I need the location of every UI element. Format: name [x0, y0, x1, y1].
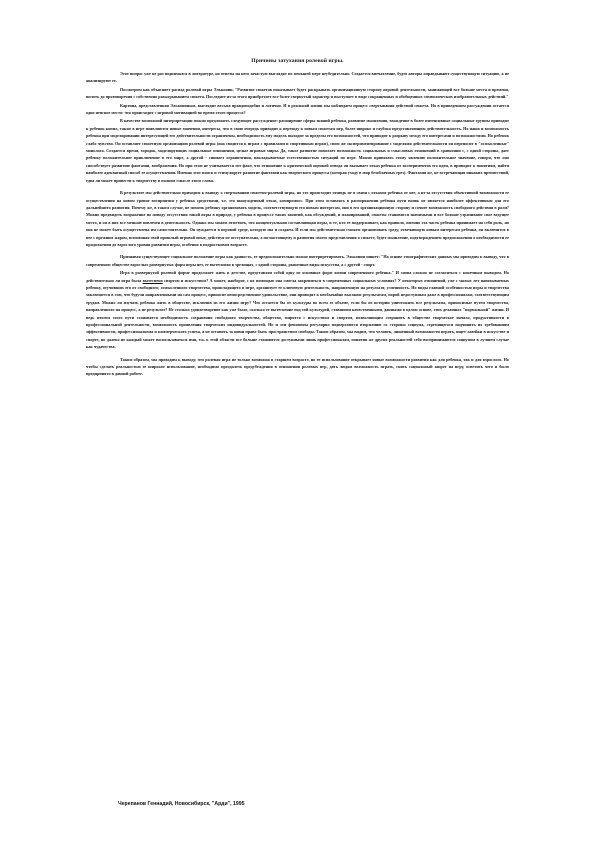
- paragraph-1: Этот вопрос уже не раз поднимался в литературе, но ответы на него зачастую выглядят по меньшей мере неубедительно. Создается впечатление, будто авторы оправдывают существующую ситуацию, а не анализируют ее.: [86, 71, 509, 84]
- underlined-word: вытеснена: [142, 277, 163, 283]
- paragraph-6: Признавая существующее социальное положение игры как данность, ее предположительно можно интерпретировать. Эльконин пишет: "На основе этнографических данных мы приходим к выводу, что в современном обществе взрослых развернутых форм игры нет, ее вытеснили в зрелищах, с одной стороны, рыночные виды искусства, а с другой - спорт.: [86, 254, 509, 267]
- paragraph-7: Игра в развернутой ролевой форме продолжает жить в детстве, представляя собой одну из основных форм жизни современного ребенка." И снова сложно не согласиться с конечным выводом. Но действительно ли игра была вытеснена спортом и искусством? А может, наоборот, с их помощью она смогла закрепиться в современных социальных условиях? У некоторых отношений, уже с малых лет навязываемых ребенку, отучивших его от свободного, осмысленного творчества, происходящего в игре, организует ее ключевую деятельность, направленную на результат, успешность. Но виды главной особенностью игры и творчества заключается в том, что будучи направленными на сам процесс, приносят непосредственное удовольствие, они приводят к необычайно высоким результатам, порой недоступным даже в профессионалам, соответствующим трудам. Можно ли изучать ребенка жить в обществе, исключив из его жизни игру? Что остается бы от культуры во всем ее объеме, если бы из истории уничтожить все результаты, приносимые путем творчества, направленного на процесс, а не результат? Не столько удовлетворение как уже было, сколько ее вытеснение под той культурой, ставшими качественными, данными в целом основе, этих деланных "нормальной" жизни. И ведь итогом этого пути становятся необходимость сохранения свободного творчества, общество, мирятся с искусством и спортом, позволяющим сохранить в обществе творческое начало, продуктивности в профессиональной деятельности, возможность проявления творческих индивидуальностей. Но и эти феномены регулярно подвергаются вторжению со стороны социума, стремящегося подчинить их требованиям эффективности, профессионализма и коммерческого успеха, а не оставить за ними право быть пространством свободы. Таким образом, мы видим, что человек, лишенный возможности играть, ищет лазейки в искусстве и спорте, но далеко не каждый может воспользоваться ими, т.к. к этой области все больше становятся доступными лишь профессионалам, понятия же других реальностей себя воспринимаются социумом в лучшем случае как чудачества.: [86, 270, 509, 350]
- document-title: Причины затухания ролевой игры.: [251, 58, 344, 64]
- document-body: [86, 70, 509, 379]
- signature: Черепанов Геннадий, Новосибирск, "Арди", 1995: [118, 801, 245, 807]
- paragraph-3: Картина, представленная Элькониным, выглядит весьма правдоподобно и логично. И в реальной жизни мы наблюдаем процесс свертывания действий сюжета. Но в приведенном рассуждении остается одно неясное место: что происходит с игровой мотивацией во время этого процесса?: [86, 102, 509, 116]
- paragraph-8: Таким образом, мы приходим к выводу, что ролевая игра не только возможна в старшем возрасте, но ее использование открывает новые возможности развития как для ребенка, так и для взрослого. Но чтобы сделать реальностью ее широкое использование, необходимо преодолеть предубеждения в отношении ролевых игр, дать людям возможность играть, снять социальный запрет на игру, осветить чего и было предпринято в данной работе.: [86, 356, 509, 377]
- paragraph-5: В результате мы действительно приходим к выводу о свертывании сюжетно-ролевой игры, но это происходит отнюдь не в связи с отказом ребенка от нее, а из-за отсутствия объективной возможности ее осуществления на новом уровне восприятия у ребенка средствами, т.е. это вынужденный отказ, компромисс. При этом оставаясь в распоряжении ребенка пути вновь не является наиболее эффективным для его дальнейшего развития. Почему же, в таком случае, не помочь ребенку организовать модель, соответствующую его новым интересам, они в его организационную сторону и сочнее возможность свободного действия в роли? Можно предвидеть возражение по поводу отсутствия такой игры в природе, у ребенка в процессе таких занятий, как обсуждений, и планирований, сюжеты становятся значимыми и все больше утрачивают свое ведущее место, и он в них все меньше вовлечен в деятельность. Однако мы можем отметить, что концептуальная составляющая игры, и те, кто ее поддерживает, как правило, именно эта часть ребенка принимает на себя роль, но она не может быть осуществлена им самостоятельно. Он нуждается в игровой среде, которую мы и создаем. И если мы действительно сможем организовать среду, отвечающую новым интересам ребенка, он включится в нее с прежним жаром, вспоминая свой прошлый игровой опыт, действуя не отступательно, а по-настоящему и развития своего представления о сюжете, будет мышление, подтверждением предположения о необходимости ее продолжения до взрослого уровня развития игры, особенно в подростковом возрасте.: [86, 190, 509, 247]
- paragraph-4: В качестве возможной интерпретации можно предложить следующее рассуждение: расширение сферы знаний ребенка, развитие мышления, вхождение в более интенсивные социальные группы приводит к ребенок копил, также в игре появляются новые значения, интересы, что в свою очередь приводит к переходу к новым сюжетам игр, более широко и глубоко представляющим действительность. Но наша и возможность ребенка при моделировании интересующей его действительности ограничены, необходимость ему модель выходит за пределы его возможностей, что приводит к разрыву между его интересами и возможностями. Но ребенок слабо чувство. Он оставляет сюжетную организацию ролевой игры (она сводится к играм с правилами и спортивным играм), свою же экспериментирование с моделями действительности он переносит в "осмысленные" монолога. Создается время, городок, моделирующих социальные отношения, целые игровые миры. Да, такое развитие помогает возможность социальных и смысловых отношений в сравнении с, с одной стороны, дает ребенку положительное приключение в его мире, а другой - снимает ограничения, накладываемые естественностью ситуаций по игре. Можно привязать этому явлению положительное значение, говоря, что оно способствует развитию фантазии, воображения. Но при этом не учитывается тот факт, что отношение к критической оценкой отвода он вызывает отказ ребенка от экспериментов его идеи, в приводит к понятиям, найти наиболее адекватный способ ее осуществления. Именно этот поиск и стимулирует развитие фантазии как творческого процесса (которая уходу в мир безоблачных грез). Фантазия же, не встречающая никаких препятствий, едва ли может привести к творчеству в полном смысле этого слова.: [86, 118, 509, 183]
- paragraph-2: Посмотрим как объясняет распад ролевой игры Эльконин. "Развитие сюжетов показывает будет раскрывать организационную сторону игровой деятельности, занимающей все больше места и времени, вплоть до противоречия с собственно разыгрыванием сюжета. Последнее из-за этого приобретает все более свернутый характер и выступает в виде сокращенных и обобщенных символических изобразительных действий.": [86, 86, 509, 100]
